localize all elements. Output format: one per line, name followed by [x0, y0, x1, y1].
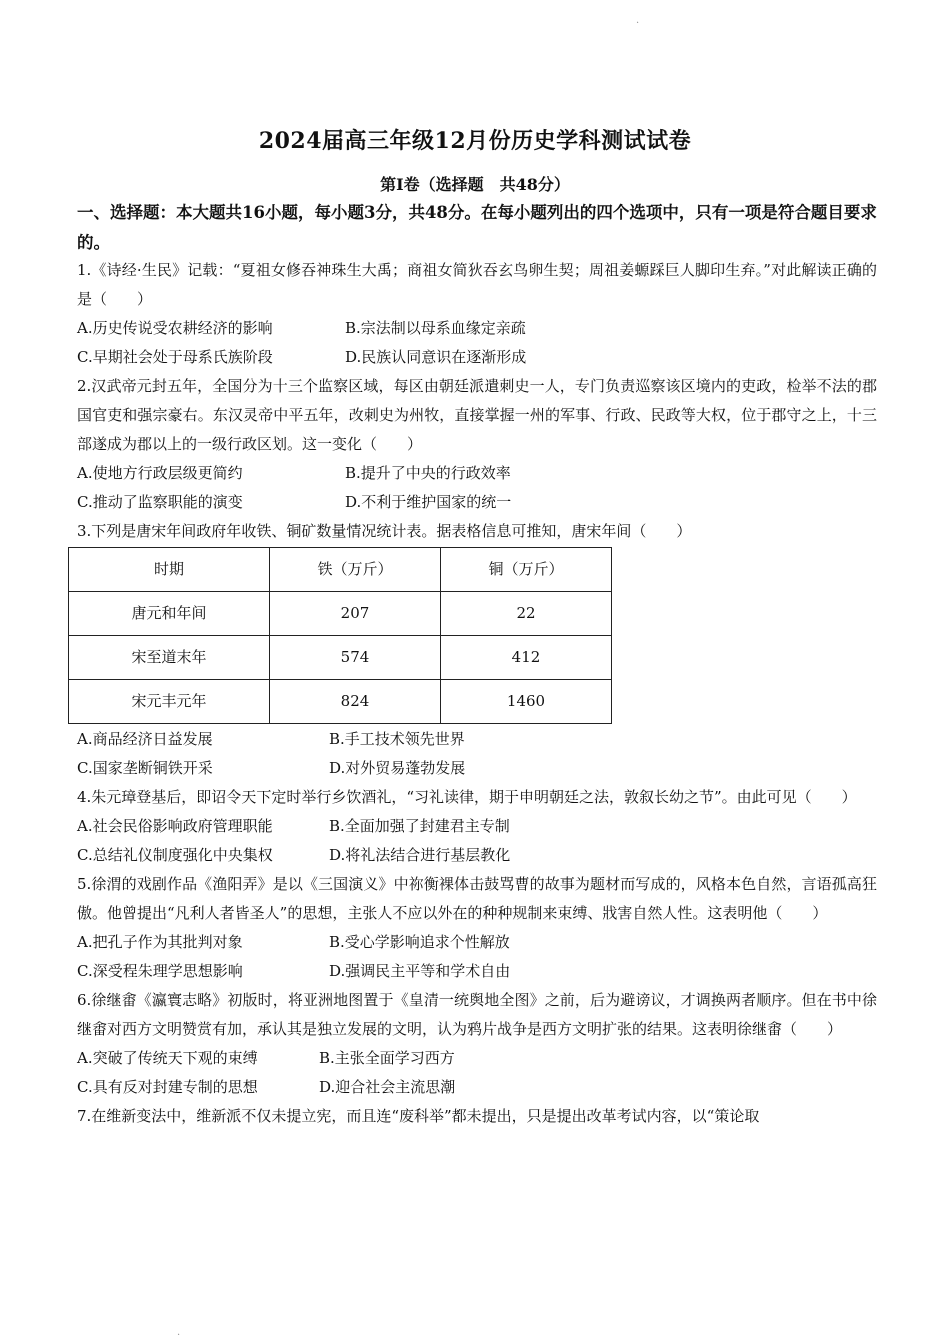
scan-dot: ·: [177, 1330, 181, 1341]
option-b: B.宗法制以母系血缘定亲疏: [345, 319, 526, 337]
scan-dot: ·: [636, 18, 640, 29]
question-stem: 1.《诗经·生民》记载：“夏祖女修吞神珠生大禹；商祖女简狄吞玄鸟卵生契；周祖姜螈踩巨人脚印生弃。”对此解读正确的是（ ）: [77, 261, 877, 308]
question-list: [77, 256, 877, 1131]
table-row: [69, 636, 612, 680]
table-header-row: [69, 548, 612, 592]
option-b: B.提升了中央的行政效率: [345, 464, 511, 482]
option-b: B.全面加强了封建君主专制: [329, 817, 510, 835]
data-table: [68, 547, 612, 724]
option-c: C.具有反对封建专制的思想: [77, 1078, 258, 1096]
table-cell: 唐元和年间: [69, 592, 270, 636]
option-row: [77, 343, 877, 372]
table-row: [69, 680, 612, 724]
table-cell: 207: [270, 592, 441, 636]
section-instructions: 一、选择题：本大题共16小题，每小题3分，共48分。在每小题列出的四个选项中，只有一项是符合题目要求的。: [77, 203, 877, 252]
option-row: [77, 459, 877, 488]
option-row: [77, 754, 877, 783]
option-row: [77, 725, 877, 754]
option-c: C.早期社会处于母系氏族阶段: [77, 348, 273, 366]
question-stem: 3.下列是唐宋年间政府年收铁、铜矿数量情况统计表。据表格信息可推知，唐宋年间（ ）: [77, 522, 692, 540]
option-row: [77, 1073, 877, 1102]
option-row: [77, 488, 877, 517]
question-stem: 7.在维新变法中，维新派不仅未提立宪，而且连“废科举”都未提出，只是提出改革考试内容，以“策论取: [77, 1107, 760, 1125]
option-a: A.使地方行政层级更简约: [77, 464, 243, 482]
option-row: [77, 928, 877, 957]
part-subtitle: 第Ⅰ卷（选择题 共48分）: [380, 175, 570, 194]
option-d: D.对外贸易蓬勃发展: [329, 759, 466, 777]
question-stem: 5.徐渭的戏剧作品《渔阳弄》是以《三国演义》中祢衡裸体击鼓骂曹的故事为题材而写成的，风格本色自然，言语孤高狂傲。他曾提出“凡利人者皆圣人”的思想，主张人不应以外在的种种规制来束缚、戕害自然人性。这表明他（ ）: [77, 875, 877, 922]
option-row: [77, 812, 877, 841]
option-d: D.迎合社会主流思潮: [319, 1078, 456, 1096]
option-row: [77, 314, 877, 343]
option-a: A.商品经济日益发展: [77, 730, 213, 748]
option-a: A.把孔子作为其批判对象: [77, 933, 243, 951]
table-header: 铁（万斤）: [270, 548, 441, 592]
table-cell: 宋至道末年: [69, 636, 270, 680]
exam-title: 2024届高三年级12月份历史学科测试试卷: [258, 128, 692, 154]
option-a: A.历史传说受农耕经济的影响: [77, 319, 273, 337]
option-b: B.受心学影响追求个性解放: [329, 933, 510, 951]
option-d: D.民族认同意识在逐渐形成: [345, 348, 527, 366]
table-header: 铜（万斤）: [441, 548, 612, 592]
table-cell: 22: [441, 592, 612, 636]
option-row: [77, 841, 877, 870]
option-c: C.总结礼仪制度强化中央集权: [77, 846, 273, 864]
option-b: B.主张全面学习西方: [319, 1049, 455, 1067]
table-cell: 574: [270, 636, 441, 680]
option-row: [77, 1044, 877, 1073]
question-stem: 6.徐继畬《瀛寰志略》初版时，将亚洲地图置于《皇清一统舆地全图》之前，后为避谤议，才调换两者顺序。但在书中徐继畬对西方文明赞赏有加，承认其是独立发展的文明，认为鸦片战争是西方文明扩张的结果。这表明徐继畬（ ）: [77, 991, 877, 1038]
table-cell: 412: [441, 636, 612, 680]
option-c: C.深受程朱理学思想影响: [77, 962, 243, 980]
option-b: B.手工技术领先世界: [329, 730, 465, 748]
option-d: D.不利于维护国家的统一: [345, 493, 512, 511]
table-cell: 宋元丰元年: [69, 680, 270, 724]
table-header: 时期: [69, 548, 270, 592]
option-d: D.将礼法结合进行基层教化: [329, 846, 511, 864]
option-c: C.推动了监察职能的演变: [77, 493, 243, 511]
option-c: C.国家垄断铜铁开采: [77, 759, 213, 777]
question-stem: 2.汉武帝元封五年，全国分为十三个监察区域，每区由朝廷派遣刺史一人，专门负责巡察该区境内的吏政，检举不法的郡国官吏和强宗豪右。东汉灵帝中平五年，改刺史为州牧，直接掌握一州的军事、行政、民政等大权，位于郡守之上，十三部遂成为郡以上的一级行政区划。这一变化（ ）: [77, 377, 877, 453]
table-cell: 824: [270, 680, 441, 724]
option-a: A.突破了传统天下观的束缚: [77, 1049, 258, 1067]
table-row: [69, 592, 612, 636]
table-cell: 1460: [441, 680, 612, 724]
option-row: [77, 957, 877, 986]
question-stem: 4.朱元璋登基后，即诏令天下定时举行乡饮酒礼，“习礼读律，期于申明朝廷之法，敦叙长幼之节”。由此可见（ ）: [77, 788, 857, 806]
option-a: A.社会民俗影响政府管理职能: [77, 817, 273, 835]
option-d: D.强调民主平等和学术自由: [329, 962, 511, 980]
